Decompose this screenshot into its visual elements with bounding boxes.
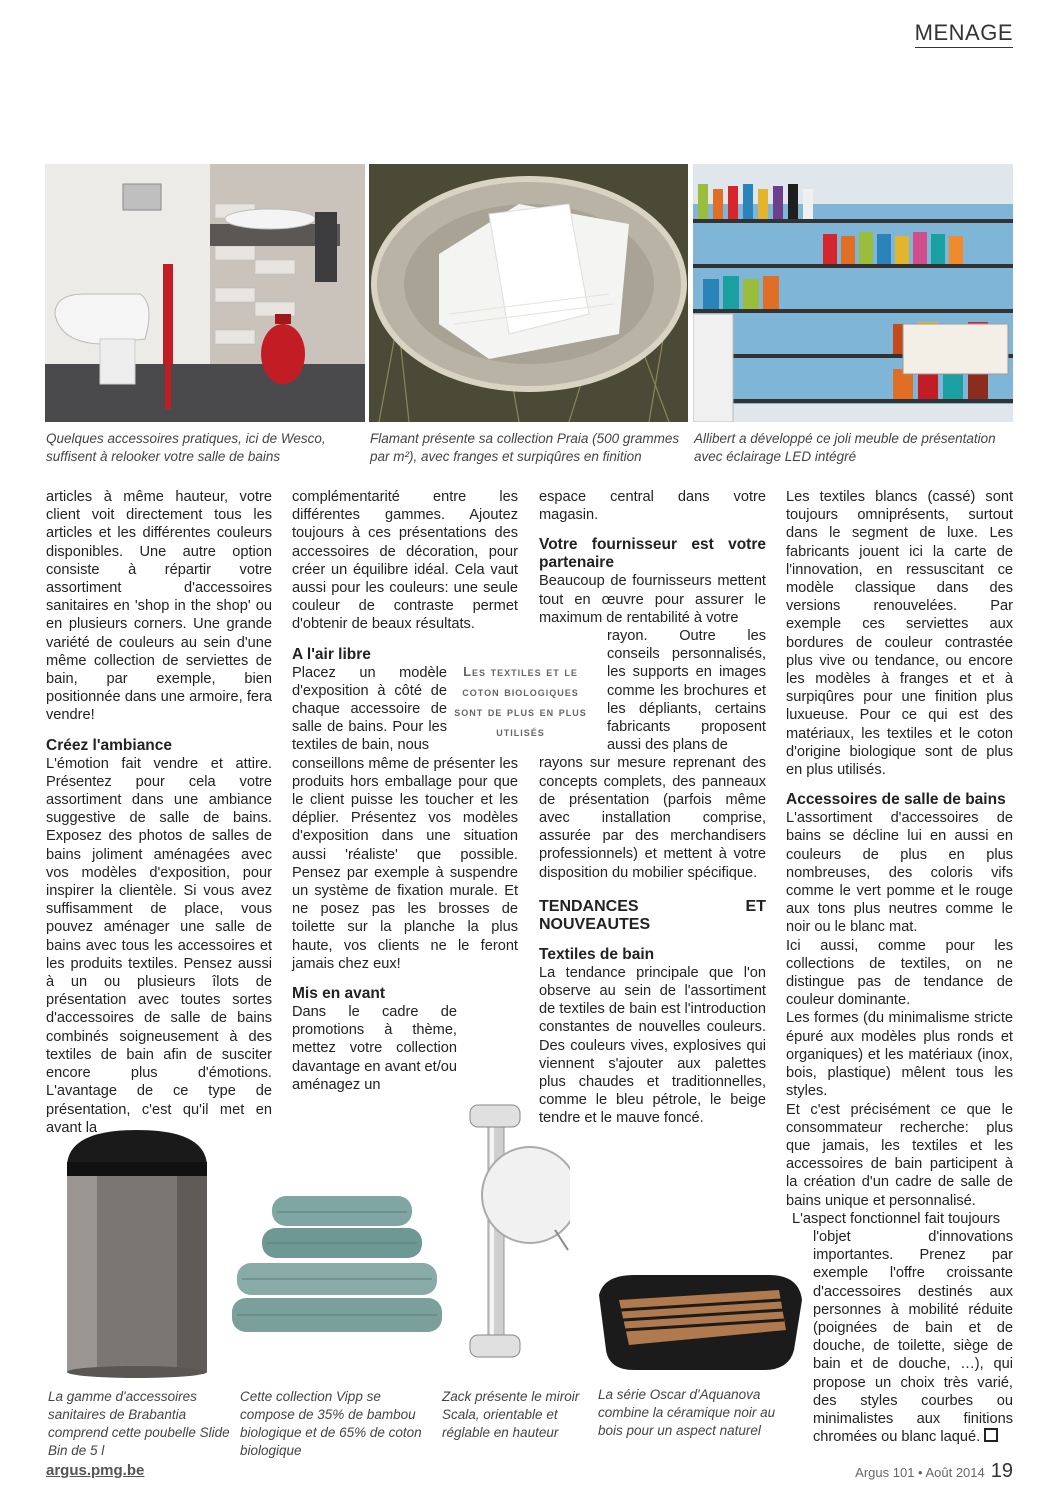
display-shelf-photo bbox=[693, 164, 1013, 422]
body-paragraph: Beaucoup de fournisseurs mettent tout en œuvre pour assurer le maximum de rentabilité à votre bbox=[539, 573, 766, 626]
body-paragraph: rayons sur mesure reprenant des concepts complets, des panneaux de présentation (parfois même avec installation comprise, assurée par des merchandisers professionnels) et mettent à votre disposition du mobilier spécifique. bbox=[539, 755, 766, 881]
slide-bin-image bbox=[62, 1122, 212, 1380]
photo-caption-1: Quelques accessoires pratiques, ici de Wesco, suffisent à relooker votre salle de bains bbox=[46, 431, 326, 464]
issue-label: Argus 101 • Août 2014 bbox=[855, 1465, 985, 1480]
end-mark-icon bbox=[984, 1428, 998, 1442]
scala-mirror-image bbox=[460, 1100, 570, 1362]
section-label: MENAGE bbox=[915, 20, 1013, 48]
subheading-textiles-bain: Textiles de bain bbox=[539, 945, 655, 963]
towels-stack-image bbox=[222, 1188, 442, 1338]
bathroom-photo bbox=[45, 164, 365, 422]
body-paragraph: conseillons même de présenter les produits hors emballage pour que le client puisse les toucher et les déplier. Présentez vos modèles d'exposition dans une situation aussi 'réaliste' que possible. Pensez par exemple à suspendre un système de fixation murale. Et ne posez pas les brosses de toilette sur la planche la plus haute, vos clients ne le feront jamais chez eux! bbox=[292, 755, 518, 972]
heading-tendances: TENDANCES ET NOUVEAUTES bbox=[539, 897, 766, 933]
body-paragraph: rayon. Outre les conseils personnalisés, les supports en images comme les brochures et les dépliants, certains fabricants proposent aussi des plans de bbox=[607, 628, 766, 754]
page-number: 19 bbox=[990, 1460, 1013, 1482]
article-column-1 bbox=[46, 488, 272, 1137]
body-paragraph: L'émotion fait vendre et attire. Présentez pour cela votre assortiment dans une ambiance suggestive de salle de bains. Exposez des photos de salles de bains joliment aménagées avec vos modèles d'exposition, pour inspirer la clientèle. Si vous avez suffisamment de place, vous pouvez aménager une salle de bains avec tous les accessoires et les produits textiles. Pensez aussi à un ou plusieurs îlots de présentation avec toutes sortes d'accessoires de salle de bains combinés soigneusement à des textiles de bain afin de susciter encore plus d'émotions. L'avantage de ce type de présentation, c'est qu'il met en avant la bbox=[46, 755, 272, 1136]
page-footer bbox=[855, 1460, 1013, 1483]
article-column-4 bbox=[786, 488, 1013, 1446]
photo-caption-3: Allibert a développé ce joli meuble de présentation avec éclairage LED intégré bbox=[694, 431, 996, 464]
subheading-mis-en-avant: Mis en avant bbox=[292, 985, 386, 1003]
subheading-fournisseur: Votre fournisseur est votre partenaire bbox=[539, 536, 766, 572]
article-column-3 bbox=[539, 488, 766, 1128]
body-paragraph: Placez un modèle d'exposition à côté de chaque accessoire de salle de bains. Pour les textiles de bain, nous bbox=[292, 664, 447, 754]
product-caption-zack: Zack présente le miroir Scala, orientable et réglable en hauteur bbox=[442, 1389, 580, 1440]
body-paragraph: Et c'est précisément ce que le consommateur recherche: plus que jamais, les textiles et les accessoires de bain participent à la création d'un cadre de salle de bains unique et personnalisé. bbox=[786, 1101, 1013, 1209]
body-paragraph: Les textiles blancs (cassé) sont toujours omniprésents, surtout dans le segment de luxe. Les fabricants jouent ici la carte de l'innovation, en ressuscitant ce modèle classique dans des versions renouvelées. Par exemple ces serviettes aux bordures de couleur contrastée plus vive ou tendance, ou encore les modèles à franges et et à surpiqûres pour une finition plus luxueuse. Pour ce qui est des matériaux, les textiles et le coton d'origine biologique sont de plus en plus utilisés. bbox=[786, 489, 1013, 779]
subheading-air-libre: A l'air libre bbox=[292, 645, 371, 663]
body-paragraph: L'assortiment d'accessoires de bains se décline lui en aussi en couleurs de plus en plus nombreuses, des coloris vifs comme le vert pomme et le rouge aux tons plus neutres comme le noir ou le blanc mat. bbox=[786, 810, 1013, 936]
body-paragraph: L'aspect fonctionnel fait toujours bbox=[792, 1210, 1001, 1227]
body-paragraph: Les formes (du minimalisme stricte épuré aux modèles plus ronds et organiques) et les matériaux (inox, bois, plastique) mêlent tous les styles. bbox=[786, 1010, 1013, 1100]
body-paragraph: espace central dans votre magasin. bbox=[539, 489, 766, 524]
product-caption-vipp: Cette collection Vipp se compose de 35% de bambou biologique et de 65% de coton biologique bbox=[240, 1389, 422, 1458]
product-caption-brabantia: La gamme d'accessoires sanitaires de Brabantia comprend cette poubelle Slide Bin de 5 l bbox=[48, 1389, 230, 1458]
website-link[interactable]: argus.pmg.be bbox=[46, 1462, 145, 1479]
body-paragraph: articles à même hauteur, votre client voit directement tous les articles et les différentes couleurs disponibles. Une autre option consiste à répartir votre assortiment d'accessoires sanitaires en 'shop in the shop' ou en plusieurs corners. Une grande variété de couleurs au sein d'une même collection de serviettes de bain, par exemple, bien positionnée dans une armoire, fera vendre! bbox=[46, 489, 272, 724]
photo-caption-2: Flamant présente sa collection Praia (500 grammes par m²), avec franges et surpiqûres en finition bbox=[370, 431, 680, 464]
body-paragraph: Dans le cadre de promotions à thème, mettez votre collection davantage en avant et/ou aménagez un bbox=[292, 1004, 457, 1093]
product-caption-aquanova: La série Oscar d'Aquanova combine la céramique noir au bois pour un aspect naturel bbox=[598, 1387, 776, 1438]
oscar-soap-dish-image bbox=[594, 1270, 806, 1375]
body-paragraph: complémentarité entre les différentes gammes. Ajoutez toujours à ces présentations des accessoires de décoration, pour créer un équilibre idéal. Cela vaut aussi pour les couleurs: une seule couleur de contraste permet d'obtenir de beaux résultats. bbox=[292, 489, 518, 633]
body-paragraph: Ici aussi, comme pour les collections de textiles, on ne distingue pas de tendance de couleur dominante. bbox=[786, 937, 1013, 1009]
pull-quote: Les textiles et le coton biologiques sont de plus en plus utilisés bbox=[454, 664, 587, 739]
article-column-2 bbox=[292, 488, 518, 1094]
towels-photo bbox=[369, 164, 688, 422]
body-paragraph: La tendance principale que l'on observe au sein de l'assortiment de textiles de bain est l'introduction constantes de nouvelles couleurs. Des couleurs vives, explosives qui viennent s'ajouter aux palettes plus chaudes et traditionnelles, comme le bleu pétrole, le beige tendre et le mauve foncé. bbox=[539, 964, 766, 1127]
subheading-creez-ambiance: Créez l'ambiance bbox=[46, 736, 173, 754]
body-paragraph: l'objet d'innovations importantes. Prenez par exemple l'offre croissante d'accessoires destinés aux personnes à mobilité réduite (poignées de bain et de douche, de toilette, siège de bain et de douche, …), qui propose un choix très varié, des styles courbes ou minimalistes aux finitions chromées ou blanc laqué. bbox=[813, 1228, 1013, 1446]
subheading-accessoires: Accessoires de salle de bains bbox=[786, 791, 1006, 809]
